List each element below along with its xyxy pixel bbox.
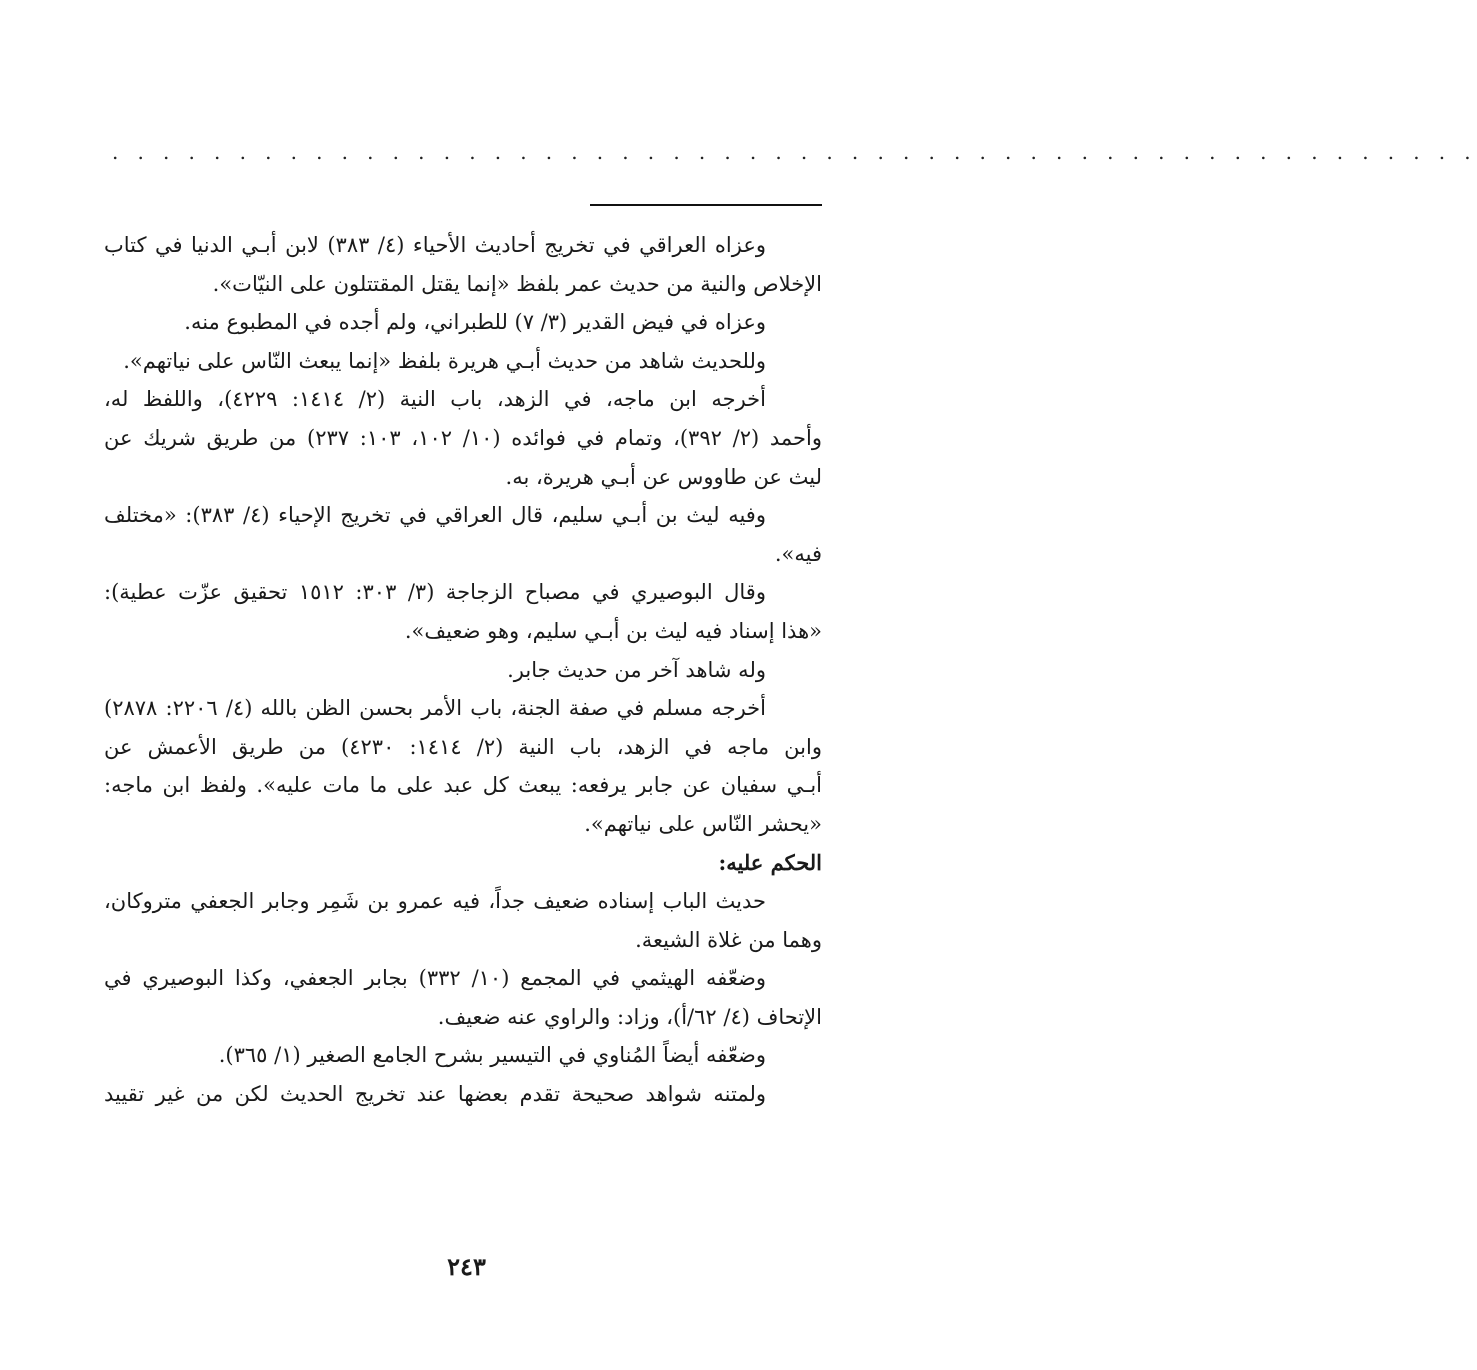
text-line: وهما من غلاة الشيعة. — [635, 927, 822, 952]
text-line: ليث عن طاووس عن أبـي هريرة، به. — [505, 464, 822, 489]
text-line: ولمتنه شواهد صحيحة تقدم بعضها عند تخريج الحديث لكن من غير تقييد — [104, 1082, 766, 1107]
text-line: وله شاهد آخر من حديث جابر. — [507, 657, 766, 682]
separator-dots: . . . . . . . . . . . . . . . . . . . . . . . . . . . . . . . . . . . . . . . . . . . . . . . . . . . . . . — [112, 140, 1477, 164]
text-line: وأحمد (٢/ ٣٩٢)، وتمام في فوائده (١٠/ ١٠٢، ١٠٣: ٢٣٧) من طريق شريك عن — [104, 425, 822, 450]
text-line: أبـي سفيان عن جابر يرفعه: يبعث كل عبد على ما مات عليه». ولفظ ابن ماجه: — [104, 773, 822, 798]
text-line: «يحشر النّاس على نياتهم». — [584, 811, 822, 836]
text-line: أخرجه ابن ماجه، في الزهد، باب النية (٢/ ١٤١٤: ٤٢٢٩)، واللفظ له، — [104, 387, 766, 412]
page-number: ٢٤٣ — [447, 1252, 486, 1281]
text-line: وعزاه في فيض القدير (٣/ ٧) للطبراني، ولم أجده في المطبوع منه. — [184, 310, 766, 335]
text-line: أخرجه مسلم في صفة الجنة، باب الأمر بحسن الظن بالله (٤/ ٢٢٠٦: ٢٨٧٨) — [104, 696, 766, 721]
footnote-rule — [590, 204, 822, 206]
text-line: حديث الباب إسناده ضعيف جداً، فيه عمرو بن شَمِر وجابر الجعفي متروكان، — [104, 889, 766, 914]
text-line: وللحديث شاهد من حديث أبـي هريرة بلفظ «إنما يبعث النّاس على نياتهم». — [123, 348, 766, 373]
text-line: الإخلاص والنية من حديث عمر بلفظ «إنما يقتل المقتتلون على النيّات». — [212, 271, 822, 296]
text-line: وابن ماجه في الزهد، باب النية (٢/ ١٤١٤: ٤٢٣٠) من طريق الأعمش عن — [104, 734, 822, 759]
text-line: وضعّفه الهيثمي في المجمع (١٠/ ٣٣٢) بجابر الجعفي، وكذا البوصيري في — [104, 966, 766, 991]
text-line: وعزاه العراقي في تخريج أحاديث الأحياء (٤/ ٣٨٣) لابن أبـي الدنيا في كتاب — [104, 233, 766, 257]
text-line: وقال البوصيري في مصباح الزجاجة (٣/ ٣٠٣: ١٥١٢ تحقيق عزّت عطية): — [104, 580, 766, 605]
text-line: «هذا إسناد فيه ليث بن أبـي سليم، وهو ضعيف». — [404, 618, 822, 643]
footnote-text — [104, 226, 822, 1114]
text-line: الإتحاف (٤/ ٦٢/أ)، وزاد: والراوي عنه ضعيف. — [437, 1004, 822, 1029]
text-line: وضعّفه أيضاً المُناوي في التيسير بشرح الجامع الصغير (١/ ٣٦٥). — [218, 1043, 766, 1068]
section-heading: الحكم عليه: — [718, 849, 822, 875]
text-line: وفيه ليث بن أبـي سليم، قال العراقي في تخريج الإحياء (٤/ ٣٨٣): «مختلف — [104, 503, 766, 528]
text-line: فيه». — [774, 541, 822, 566]
